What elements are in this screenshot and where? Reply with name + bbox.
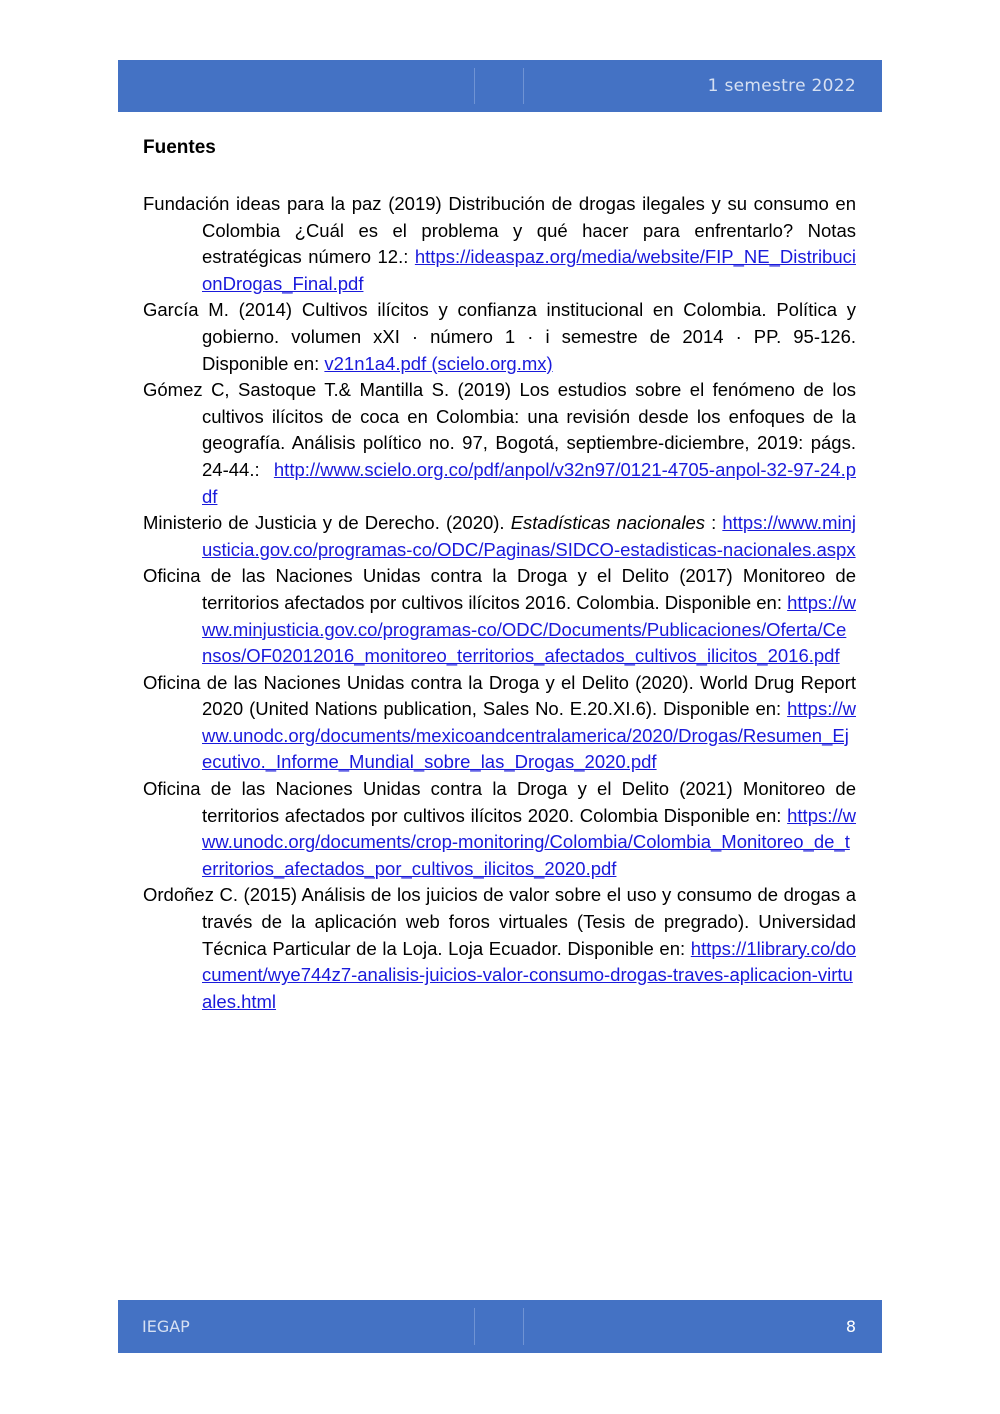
reference-item [143, 776, 856, 882]
footer-divider [474, 1308, 475, 1345]
reference-link[interactable]: https://www.minjusticia.gov.co/programas-co/ODC/Paginas/SIDCO-estadisticas-nacionales.aspx [202, 512, 856, 560]
reference-text: Gómez C, Sastoque T.& Mantilla S. (2019) Los estudios sobre el fenómeno de los cultivos ilícitos de coca en Colombia: una revisión desde los enfoques de la geografía. Análisis político no. 97, Bogotá, septiembre-diciembre, 2019: págs. 24-44.: [143, 379, 856, 480]
reference-link[interactable]: https://www.minjusticia.gov.co/programas-co/ODC/Documents/Publicaciones/Oferta/Censos/OF02012016_monitoreo_territorios_afectados_cultivos_ilicitos_2016.pdf [202, 591, 857, 667]
reference-link[interactable]: https://ideaspaz.org/media/website/FIP_NE_DistribucionDrogas_Final.pdf [202, 246, 856, 294]
section-title: Fuentes [143, 137, 216, 158]
reference-text-after: : [711, 512, 717, 534]
reference-text: Ministerio de Justicia y de Derecho. (2020). [143, 512, 505, 534]
footer-divider [523, 1308, 524, 1345]
reference-link[interactable]: v21n1a4.pdf (scielo.org.mx) [324, 352, 553, 374]
reference-item [143, 563, 856, 669]
page-number: 8 [845, 1317, 856, 1336]
page-footer [118, 1300, 882, 1353]
reference-text: Oficina de las Naciones Unidas contra la Droga y el Delito (2017) Monitoreo de territorios afectados por cultivos ilícitos 2016. Colombia. Disponible en: [143, 565, 856, 613]
reference-text: Oficina de las Naciones Unidas contra la Droga y el Delito (2020). World Drug Report 2020 (United Nations publication, Sales No. E.20.XI.6). Disponible en: [143, 671, 856, 720]
reference-item [143, 670, 856, 776]
reference-link[interactable]: http://www.scielo.org.co/pdf/anpol/v32n97/0121-4705-anpol-32-97-24.pdf [202, 458, 856, 507]
reference-text: Ordoñez C. (2015) Análisis de los juicios de valor sobre el uso y consumo de drogas a través de la aplicación web foros virtuales (Tesis de pregrado). Universidad Técnica Particular de la Loja. Loja Ecuador. Disponible en: [143, 884, 856, 959]
reference-link[interactable]: https://1library.co/document/wye744z7-analisis-juicios-valor-consumo-drogas-traves-aplicacion-virtuales.html [202, 937, 857, 1012]
header-semester: 1 semestre 2022 [707, 76, 856, 96]
reference-item [143, 191, 856, 297]
reference-item [143, 297, 856, 377]
header-divider [474, 68, 475, 104]
reference-list [143, 191, 856, 1015]
reference-text: García M. (2014) Cultivos ilícitos y confianza institucional en Colombia. Política y gobierno. volumen xXI · número 1 · i semestre de 2014 · PP. 95-126. Disponible en: [143, 299, 856, 374]
reference-item [143, 377, 856, 510]
reference-item [143, 510, 856, 563]
reference-link[interactable]: https://www.unodc.org/documents/mexicoandcentralamerica/2020/Drogas/Resumen_Ejecutivo._Informe_Mundial_sobre_las_Drogas_2020.pdf [202, 698, 856, 773]
header-divider [523, 68, 524, 104]
reference-text: Oficina de las Naciones Unidas contra la Droga y el Delito (2021) Monitoreo de territorios afectados por cultivos ilícitos 2020. Colombia Disponible en: [143, 778, 856, 826]
reference-title-italic: Estadísticas nacionales [510, 512, 705, 534]
reference-text: Fundación ideas para la paz (2019) Distribución de drogas ilegales y su consumo en Colombia ¿Cuál es el problema y qué hacer para enfrentarlo? Notas estratégicas número 12.: [143, 193, 856, 268]
page-header [118, 60, 882, 112]
reference-link[interactable]: https://www.unodc.org/documents/crop-monitoring/Colombia/Colombia_Monitoreo_de_territorios_afectados_por_cultivos_ilicitos_2020.pdf [202, 804, 857, 879]
footer-org: IEGAP [142, 1317, 190, 1336]
reference-item [143, 882, 856, 1015]
